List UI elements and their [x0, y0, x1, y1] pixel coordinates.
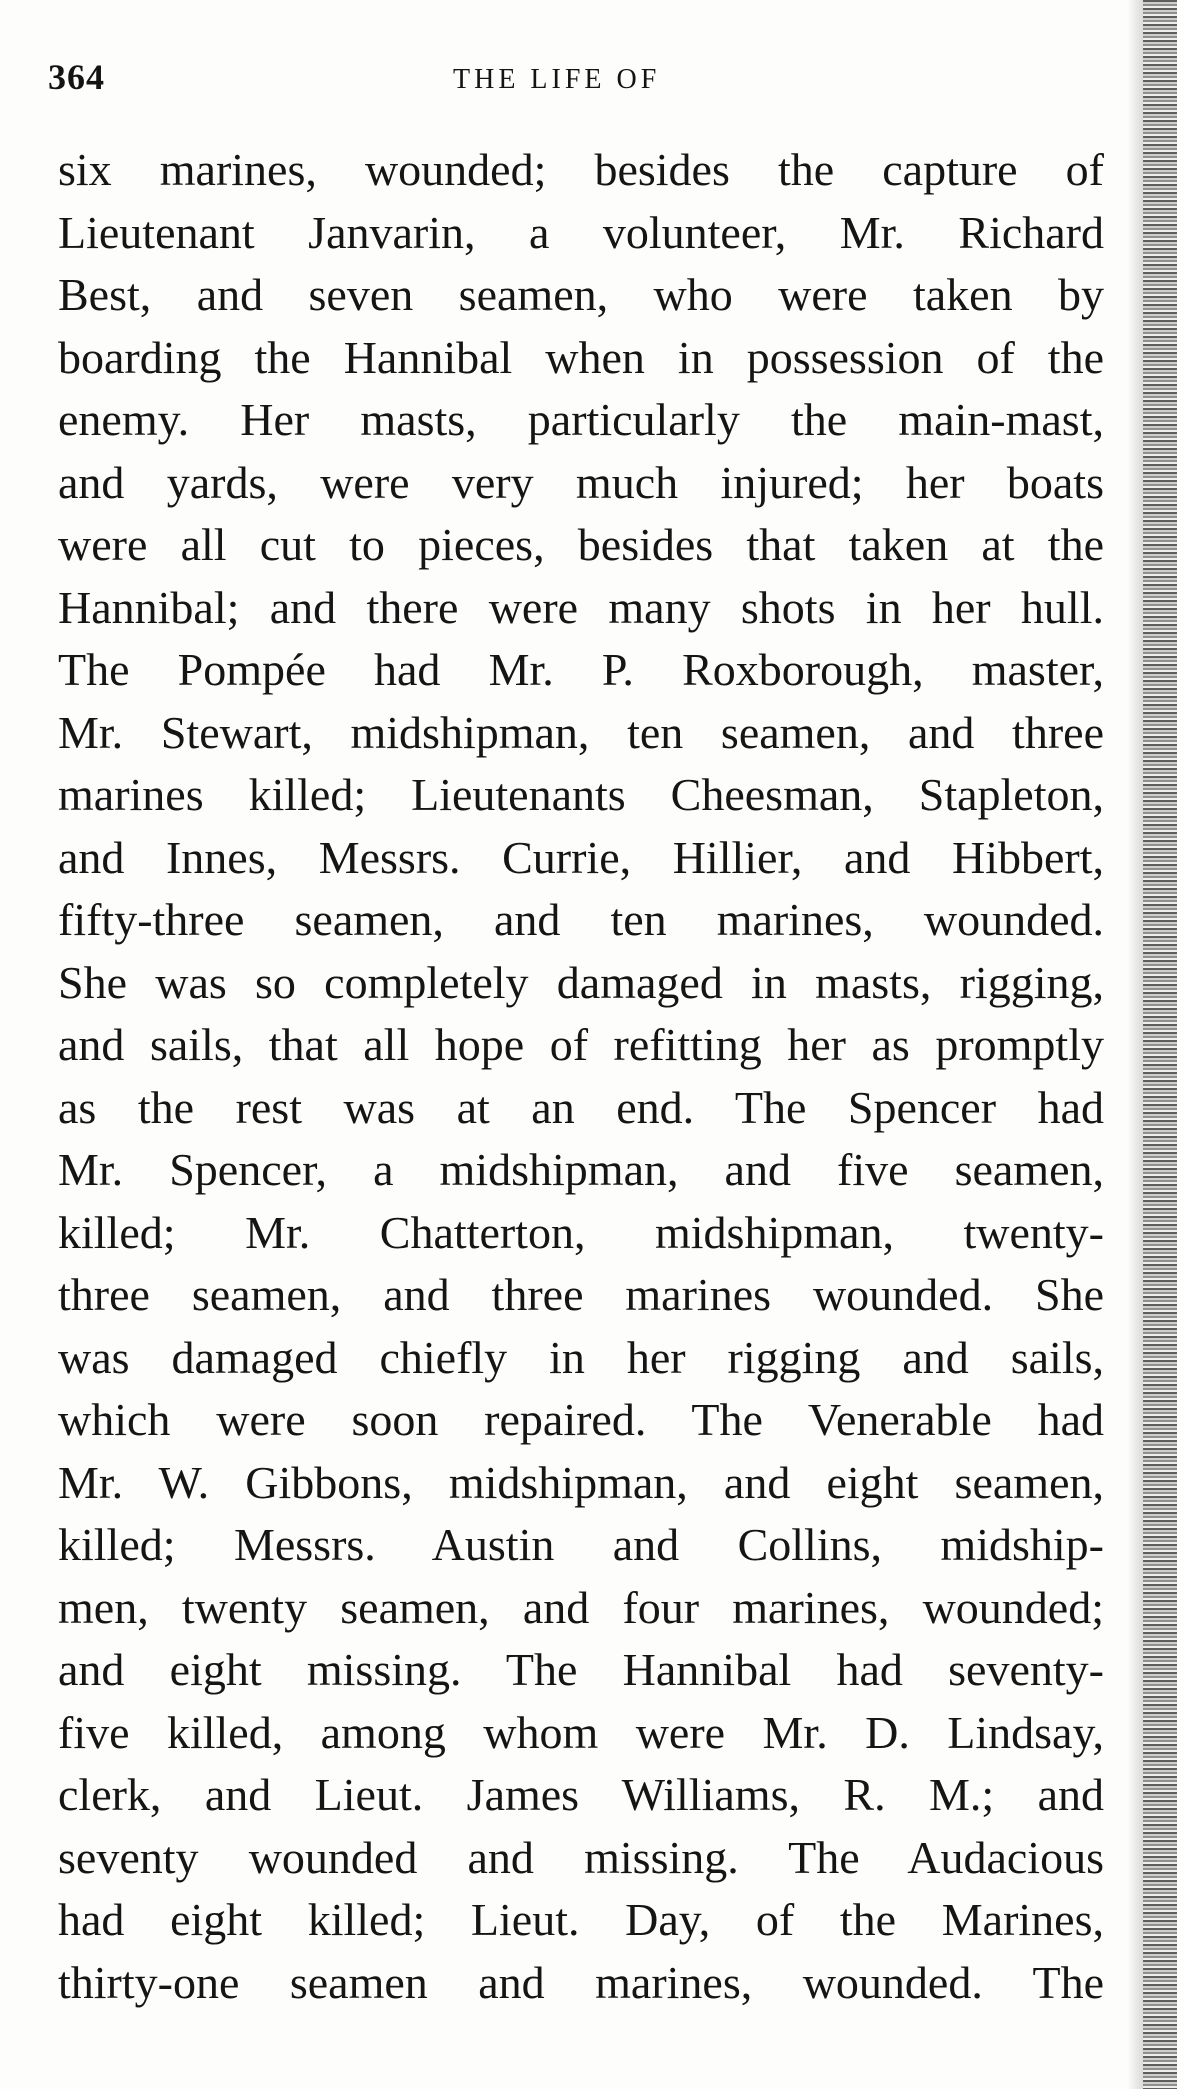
text-line: had eight killed; Lieut. Day, of the Marines,	[58, 1894, 1104, 1945]
text-line: three seamen, and three marines wounded. She	[58, 1269, 1104, 1320]
text-line: Hannibal; and there were many shots in her hull.	[58, 581, 1104, 633]
text-line: clerk, and Lieut. James Williams, R. M.; and	[58, 1769, 1104, 1820]
text-line: and sails, that all hope of refitting her as promptly	[58, 1019, 1104, 1070]
text-line: The Pompée had Mr. P. Roxborough, master,	[58, 644, 1104, 695]
text-line: Mr. Spencer, a midshipman, and five seamen,	[58, 1144, 1104, 1195]
text-line: fifty-three seamen, and ten marines, wounded.	[58, 894, 1104, 945]
text-line: enemy. Her masts, particularly the main-mast,	[58, 394, 1104, 445]
text-line: killed; Mr. Chatterton, midshipman, twenty-	[58, 1206, 1104, 1258]
page-edge-shadow	[1127, 0, 1143, 2089]
text-line: Mr. W. Gibbons, midshipman, and eight seamen,	[58, 1456, 1104, 1508]
page-header	[0, 56, 1140, 116]
text-line: Best, and seven seamen, who were taken by	[58, 269, 1104, 320]
text-line: marines killed; Lieutenants Cheesman, Stapleton,	[58, 769, 1104, 820]
page-edge-binding	[1143, 0, 1177, 2089]
running-head: THE LIFE OF	[453, 64, 661, 95]
text-line: and Innes, Messrs. Currie, Hillier, and Hibbert,	[58, 831, 1104, 883]
text-line: seventy wounded and missing. The Audacious	[58, 1831, 1104, 1883]
text-line: Lieutenant Janvarin, a volunteer, Mr. Richard	[58, 206, 1104, 258]
text-line: and yards, were very much injured; her boats	[58, 456, 1104, 508]
page-number: 364	[48, 57, 105, 97]
text-line: was damaged chiefly in her rigging and sails,	[58, 1331, 1104, 1383]
text-line: men, twenty seamen, and four marines, wounded;	[58, 1581, 1104, 1633]
text-line: She was so completely damaged in masts, rigging,	[58, 956, 1104, 1008]
text-line: killed; Messrs. Austin and Collins, midship-	[58, 1519, 1104, 1570]
text-line: boarding the Hannibal when in possession of the	[58, 331, 1104, 383]
text-line: and eight missing. The Hannibal had seventy-	[58, 1644, 1104, 1695]
text-line: thirty-one seamen and marines, wounded. The	[58, 1956, 1104, 2008]
text-line: as the rest was at an end. The Spencer had	[58, 1081, 1104, 1133]
body-text	[58, 139, 1104, 2014]
text-line: five killed, among whom were Mr. D. Lindsay,	[58, 1706, 1104, 1758]
text-line: Mr. Stewart, midshipman, ten seamen, and three	[58, 706, 1104, 758]
text-line: six marines, wounded; besides the capture of	[58, 144, 1104, 195]
text-line: which were soon repaired. The Venerable had	[58, 1394, 1104, 1445]
text-line: were all cut to pieces, besides that taken at the	[58, 519, 1104, 570]
